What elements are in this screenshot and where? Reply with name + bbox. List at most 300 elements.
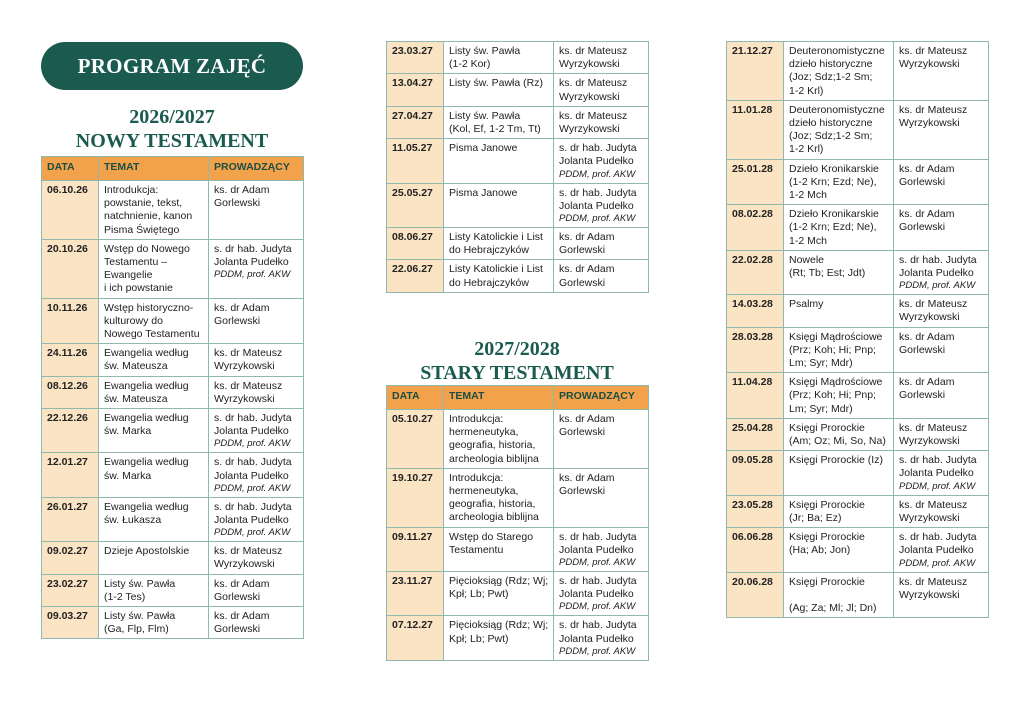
lecturer-line: s. dr hab. Judyta: [214, 456, 292, 469]
lecturer-line: Gorlewski: [899, 175, 946, 188]
table-row: [42, 409, 304, 453]
topic-line: do Hebrajczyków: [449, 244, 529, 257]
topic-line: 1-2 Mch: [789, 189, 827, 202]
lecturer-line: ks. dr Adam: [899, 162, 955, 175]
lecturer-line: ks. dr Adam: [559, 413, 615, 425]
lecturer-line: Gorlewski: [559, 485, 606, 498]
lecturer-line: Jolanta Pudełko: [559, 199, 634, 212]
row-lecturer: [209, 409, 304, 453]
table-row: [42, 574, 304, 606]
nt-schedule-table-continued: [386, 41, 649, 293]
row-lecturer: [894, 572, 989, 618]
lecturer-affiliation: PDDM, prof. AKW: [899, 557, 976, 569]
row-date: 22.06.27: [387, 260, 444, 292]
table-row: [387, 183, 649, 227]
lecturer-affiliation: PDDM, prof. AKW: [214, 269, 291, 281]
lecturer-line: Jolanta Pudełko: [559, 588, 634, 601]
program-title: PROGRAM ZAJĘĆ: [41, 42, 303, 90]
lecturer-line: Jolanta Pudełko: [559, 155, 634, 168]
row-lecturer: [209, 607, 304, 639]
topic-line: Introdukcja:: [104, 184, 159, 196]
topic-line: 1-2 Krl): [789, 84, 824, 97]
topic-line: św. Marka: [104, 425, 152, 438]
topic-line: Kpł; Lb; Pwt): [449, 632, 509, 645]
row-topic: [444, 139, 554, 183]
topic-line: (Ag; Za; Ml; Jl; Dn): [789, 601, 877, 614]
topic-line: Pisma Janowe: [449, 142, 518, 155]
topic-line: (Joz; Sdz;1-2 Sm;: [789, 130, 873, 143]
lecturer-line: Wyrzykowski: [899, 58, 960, 71]
lecturer-affiliation: PDDM, prof. AKW: [899, 280, 976, 292]
lecturer-line: Gorlewski: [214, 590, 261, 603]
topic-line: Listy św. Pawła: [104, 577, 176, 590]
topic-line: (Ga, Flp, Flm): [104, 623, 169, 636]
lecturer-line: Jolanta Pudełko: [899, 267, 974, 280]
table-row: [727, 572, 989, 618]
row-topic: [784, 205, 894, 251]
row-date: 09.11.27: [387, 527, 444, 571]
lecturer-line: ks. dr Mateusz: [214, 545, 283, 558]
ot-schedule-table: [386, 385, 649, 661]
lecturer-line: ks. dr Mateusz: [899, 421, 968, 434]
row-date: 11.05.27: [387, 139, 444, 183]
topic-line: Księgi Prorockie: [789, 498, 865, 511]
topic-line: (Am; Oz; Mi, So, Na): [789, 435, 886, 448]
table-row: [727, 373, 989, 419]
row-topic: [784, 42, 894, 101]
row-date: 22.02.28: [727, 250, 784, 294]
row-lecturer: [554, 468, 649, 527]
topic-line: (Prz; Koh; Hi; Pnp;: [789, 343, 876, 356]
table-row: [42, 344, 304, 376]
header-topic: TEMAT: [99, 157, 209, 181]
row-lecturer: [554, 42, 649, 74]
topic-line: Ewangelia według: [104, 412, 189, 425]
lecturer-line: s. dr hab. Judyta: [214, 500, 292, 513]
topic-line: (Jr; Ba; Ez): [789, 511, 842, 524]
lecturer-line: Wyrzykowski: [899, 511, 960, 524]
lecturer-line: ks. dr Adam: [214, 577, 270, 590]
row-date: 08.02.28: [727, 205, 784, 251]
topic-line: Nowele: [789, 253, 825, 266]
lecturer-line: Jolanta Pudełko: [214, 425, 289, 438]
lecturer-line: ks. dr Mateusz: [899, 103, 968, 116]
row-lecturer: [554, 183, 649, 227]
topic-line: Wstęp do Starego: [449, 530, 534, 543]
row-topic: [444, 468, 554, 527]
topic-line: (Kol, Ef, 1-2 Tm, Tt): [449, 123, 541, 136]
lecturer-line: Gorlewski: [214, 623, 261, 636]
topic-line: Listy Katolickie i List: [449, 263, 543, 276]
topic-line: Listy św. Pawła: [449, 45, 521, 57]
lecturer-line: Wyrzykowski: [559, 58, 620, 71]
lecturer-line: Wyrzykowski: [899, 588, 960, 601]
table-row: [387, 616, 649, 660]
lecturer-line: ks. dr Mateusz: [214, 347, 283, 360]
topic-line: Pisma Janowe: [449, 186, 518, 199]
lecturer-line: s. dr hab. Judyta: [559, 142, 637, 155]
row-lecturer: [209, 574, 304, 606]
row-lecturer: [209, 181, 304, 240]
header-date: DATA: [42, 157, 99, 181]
row-date: 08.06.27: [387, 228, 444, 260]
table-row: [727, 42, 989, 101]
topic-line: (Joz; Sdz;1-2 Sm;: [789, 71, 873, 84]
lecturer-line: s. dr hab. Judyta: [559, 186, 637, 199]
row-topic: [784, 295, 894, 327]
row-lecturer: [894, 528, 989, 572]
table-row: [387, 74, 649, 106]
topic-line: (1-2 Kor): [449, 58, 491, 71]
header-date: DATA: [387, 386, 444, 410]
lecturer-line: Gorlewski: [559, 426, 606, 439]
row-lecturer: [209, 497, 304, 541]
row-date: 23.11.27: [387, 572, 444, 616]
topic-line: Księgi Prorockie (Iz): [789, 454, 883, 467]
table-row: [42, 181, 304, 240]
row-date: 28.03.28: [727, 327, 784, 373]
topic-line: Wstęp historyczno-: [104, 301, 194, 314]
header-lecturer: PROWADZĄCY: [209, 157, 304, 181]
lecturer-line: ks. dr Mateusz: [559, 77, 628, 90]
table-row: [42, 497, 304, 541]
row-lecturer: [554, 410, 649, 469]
row-date: 27.04.27: [387, 106, 444, 138]
row-lecturer: [894, 418, 989, 450]
lecturer-line: Gorlewski: [214, 314, 261, 327]
lecturer-affiliation: PDDM, prof. AKW: [899, 480, 976, 492]
table-row: [387, 572, 649, 616]
row-date: 21.12.27: [727, 42, 784, 101]
row-topic: [99, 607, 209, 639]
row-lecturer: [209, 376, 304, 408]
lecturer-line: s. dr hab. Judyta: [899, 253, 977, 266]
topic-line: Księgi Prorockie: [789, 421, 865, 434]
lecturer-line: ks. dr Adam: [899, 376, 955, 389]
row-topic: [99, 497, 209, 541]
topic-line: św. Marka: [104, 469, 152, 482]
header-lecturer: PROWADZĄCY: [554, 386, 649, 410]
table-row: [727, 159, 989, 205]
table-row: [727, 205, 989, 251]
lecturer-line: Jolanta Pudełko: [559, 543, 634, 556]
topic-line: natchnienie, kanon: [104, 210, 193, 223]
row-lecturer: [894, 373, 989, 419]
topic-line: Pisma Świętego: [104, 223, 180, 236]
row-date: 08.12.26: [42, 376, 99, 408]
topic-line: 1-2 Krl): [789, 143, 824, 156]
topic-line: (1-2 Krn; Ezd; Ne),: [789, 221, 877, 234]
lecturer-line: ks. dr Adam: [214, 610, 270, 623]
lecturer-affiliation: PDDM, prof. AKW: [559, 557, 636, 569]
row-lecturer: [209, 453, 304, 497]
lecturer-line: Gorlewski: [214, 197, 261, 210]
ot-name: STARY TESTAMENT: [420, 362, 614, 384]
row-topic: [444, 410, 554, 469]
row-topic: [784, 100, 894, 159]
row-date: 25.01.28: [727, 159, 784, 205]
lecturer-line: Wyrzykowski: [899, 311, 960, 324]
topic-line: i ich powstanie: [104, 282, 173, 295]
topic-line: Księgi Mądrościowe: [789, 376, 883, 389]
topic-line: [789, 589, 889, 602]
row-topic: [99, 181, 209, 240]
topic-line: dzieło historyczne: [789, 117, 873, 130]
lecturer-line: Gorlewski: [899, 389, 946, 402]
row-date: 23.05.28: [727, 495, 784, 527]
row-topic: [784, 159, 894, 205]
topic-line: Ewangelie: [104, 269, 153, 282]
topic-line: archeologia biblijna: [449, 511, 539, 524]
row-topic: [99, 344, 209, 376]
table-row: [727, 295, 989, 327]
ot-heading: [386, 337, 648, 385]
row-topic: [444, 616, 554, 660]
lecturer-affiliation: PDDM, prof. AKW: [214, 527, 291, 539]
table-row: [42, 607, 304, 639]
row-lecturer: [894, 42, 989, 101]
table-row: [727, 100, 989, 159]
row-lecturer: [554, 616, 649, 660]
row-topic: [99, 376, 209, 408]
topic-line: (1-2 Tes): [104, 590, 146, 603]
topic-line: hermeneutyka,: [449, 485, 519, 498]
row-date: 06.06.28: [727, 528, 784, 572]
topic-line: Listy św. Pawła: [449, 109, 521, 122]
row-topic: [444, 572, 554, 616]
row-topic: [784, 373, 894, 419]
row-lecturer: [894, 205, 989, 251]
row-date: 25.04.28: [727, 418, 784, 450]
lecturer-line: Gorlewski: [899, 343, 946, 356]
lecturer-line: Jolanta Pudełko: [899, 467, 974, 480]
topic-line: Dzieło Kronikarskie: [789, 208, 879, 221]
row-topic: [99, 542, 209, 574]
topic-line: Kpł; Lb; Pwt): [449, 588, 509, 601]
row-date: 14.03.28: [727, 295, 784, 327]
row-date: 12.01.27: [42, 453, 99, 497]
topic-line: Ewangelia według: [104, 379, 189, 392]
row-date: 09.02.27: [42, 542, 99, 574]
topic-line: Introdukcja:: [449, 471, 504, 484]
row-lecturer: [554, 139, 649, 183]
lecturer-line: ks. dr Mateusz: [214, 379, 283, 392]
table-row: [387, 260, 649, 292]
topic-line: kulturowy do: [104, 314, 163, 327]
lecturer-line: ks. dr Adam: [899, 208, 955, 221]
lecturer-line: s. dr hab. Judyta: [559, 619, 637, 632]
topic-line: Testamentu: [449, 543, 504, 556]
row-date: 07.12.27: [387, 616, 444, 660]
row-lecturer: [894, 327, 989, 373]
row-topic: [99, 298, 209, 344]
topic-line: Listy Katolickie i List: [449, 231, 543, 244]
row-date: 20.06.28: [727, 572, 784, 618]
row-date: 25.05.27: [387, 183, 444, 227]
topic-line: Testamentu –: [104, 256, 168, 269]
table-row: [387, 42, 649, 74]
row-date: 09.03.27: [42, 607, 99, 639]
lecturer-line: Wyrzykowski: [559, 123, 620, 136]
topic-line: Pięcioksiąg (Rdz; Wj;: [449, 619, 549, 632]
row-lecturer: [554, 572, 649, 616]
row-topic: [444, 42, 554, 74]
table-row: [42, 453, 304, 497]
nt-schedule-table: [41, 156, 304, 639]
lecturer-line: ks. dr Adam: [559, 471, 615, 484]
topic-line: geografia, historia,: [449, 439, 536, 452]
lecturer-line: s. dr hab. Judyta: [899, 531, 977, 544]
topic-line: Księgi Prorockie: [789, 531, 865, 544]
lecturer-line: ks. dr Mateusz: [559, 45, 628, 57]
row-topic: [99, 239, 209, 298]
row-topic: [99, 409, 209, 453]
table-row: [727, 528, 989, 572]
topic-line: Introdukcja:: [449, 413, 504, 425]
lecturer-line: Jolanta Pudełko: [559, 632, 634, 645]
row-date: 23.02.27: [42, 574, 99, 606]
table-row: [42, 542, 304, 574]
table-row: [387, 139, 649, 183]
topic-line: Ewangelia według: [104, 347, 189, 360]
lecturer-line: Jolanta Pudełko: [214, 256, 289, 269]
row-date: 19.10.27: [387, 468, 444, 527]
lecturer-line: Gorlewski: [559, 244, 606, 257]
row-date: 11.01.28: [727, 100, 784, 159]
topic-line: św. Mateusza: [104, 392, 168, 405]
row-lecturer: [554, 260, 649, 292]
topic-line: Deuteronomistyczne: [789, 45, 885, 57]
row-lecturer: [209, 344, 304, 376]
lecturer-line: ks. dr Mateusz: [899, 298, 968, 311]
row-topic: [784, 327, 894, 373]
lecturer-line: Wyrzykowski: [214, 558, 275, 571]
lecturer-line: Wyrzykowski: [899, 117, 960, 130]
lecturer-line: ks. dr Mateusz: [559, 109, 628, 122]
row-lecturer: [554, 106, 649, 138]
table-row: [42, 376, 304, 408]
row-topic: [444, 106, 554, 138]
row-date: 13.04.27: [387, 74, 444, 106]
lecturer-affiliation: PDDM, prof. AKW: [559, 601, 636, 613]
topic-line: Lm; Syr; Mdr): [789, 402, 853, 415]
row-date: 10.11.26: [42, 298, 99, 344]
topic-line: powstanie, tekst,: [104, 197, 183, 210]
lecturer-line: s. dr hab. Judyta: [559, 575, 637, 588]
row-date: 23.03.27: [387, 42, 444, 74]
topic-line: geografia, historia,: [449, 498, 536, 511]
lecturer-line: Gorlewski: [899, 221, 946, 234]
row-date: 20.10.26: [42, 239, 99, 298]
table-row: [727, 327, 989, 373]
table-row: [727, 250, 989, 294]
row-lecturer: [894, 295, 989, 327]
lecturer-line: Gorlewski: [559, 276, 606, 289]
topic-line: Listy św. Pawła: [104, 610, 176, 623]
row-lecturer: [209, 239, 304, 298]
lecturer-line: ks. dr Adam: [899, 330, 955, 343]
table-row: [727, 495, 989, 527]
topic-line: (1-2 Krn; Ezd; Ne),: [789, 175, 877, 188]
topic-line: (Rt; Tb; Est; Jdt): [789, 267, 866, 280]
topic-line: archeologia biblijna: [449, 452, 539, 465]
topic-line: (Prz; Koh; Hi; Pnp;: [789, 389, 876, 402]
lecturer-line: Wyrzykowski: [899, 435, 960, 448]
row-topic: [784, 528, 894, 572]
lecturer-line: Wyrzykowski: [214, 392, 275, 405]
lecturer-line: ks. dr Adam: [559, 231, 615, 244]
row-lecturer: [894, 451, 989, 495]
topic-line: św. Łukasza: [104, 514, 162, 527]
row-lecturer: [894, 159, 989, 205]
row-date: 06.10.26: [42, 181, 99, 240]
topic-line: Deuteronomistyczne: [789, 103, 885, 116]
topic-line: 1-2 Mch: [789, 234, 827, 247]
row-date: 24.11.26: [42, 344, 99, 376]
lecturer-affiliation: PDDM, prof. AKW: [559, 213, 636, 225]
row-topic: [444, 74, 554, 106]
lecturer-line: Wyrzykowski: [559, 90, 620, 103]
topic-line: Nowego Testamentu: [104, 328, 200, 341]
row-topic: [99, 574, 209, 606]
topic-line: (Ha; Ab; Jon): [789, 544, 851, 557]
nt-heading: [41, 105, 303, 153]
lecturer-line: Jolanta Pudełko: [214, 469, 289, 482]
header-row: [387, 386, 649, 410]
lecturer-line: s. dr hab. Judyta: [214, 242, 292, 255]
row-date: 26.01.27: [42, 497, 99, 541]
table-row: [42, 239, 304, 298]
topic-line: Wstęp do Nowego: [104, 242, 190, 255]
row-date: 11.04.28: [727, 373, 784, 419]
row-topic: [784, 572, 894, 618]
topic-line: Dzieło Kronikarskie: [789, 162, 879, 175]
row-lecturer: [554, 74, 649, 106]
nt-year: 2026/2027: [129, 106, 215, 128]
row-lecturer: [554, 228, 649, 260]
lecturer-line: Jolanta Pudełko: [899, 544, 974, 557]
lecturer-line: ks. dr Adam: [559, 263, 615, 276]
topic-line: Księgi Prorockie: [789, 575, 865, 588]
lecturer-line: ks. dr Mateusz: [899, 498, 968, 511]
table-row: [727, 418, 989, 450]
row-topic: [444, 260, 554, 292]
topic-line: Lm; Syr; Mdr): [789, 357, 853, 370]
row-topic: [784, 451, 894, 495]
ot-year: 2027/2028: [474, 338, 560, 360]
lecturer-line: s. dr hab. Judyta: [899, 454, 977, 467]
row-topic: [784, 250, 894, 294]
lecturer-affiliation: PDDM, prof. AKW: [214, 438, 291, 450]
row-lecturer: [209, 542, 304, 574]
row-topic: [784, 495, 894, 527]
lecturer-line: ks. dr Adam: [214, 184, 270, 196]
table-row: [387, 228, 649, 260]
lecturer-line: ks. dr Adam: [214, 301, 270, 314]
nt-name: NOWY TESTAMENT: [75, 130, 269, 152]
row-lecturer: [894, 495, 989, 527]
lecturer-line: Wyrzykowski: [214, 360, 275, 373]
row-lecturer: [894, 250, 989, 294]
table-row: [387, 468, 649, 527]
topic-line: dzieło historyczne: [789, 58, 873, 71]
lecturer-line: ks. dr Mateusz: [899, 575, 968, 588]
ot-schedule-table-continued: [726, 41, 989, 618]
lecturer-affiliation: PDDM, prof. AKW: [559, 168, 636, 180]
row-lecturer: [554, 527, 649, 571]
row-date: 09.05.28: [727, 451, 784, 495]
row-topic: [444, 183, 554, 227]
